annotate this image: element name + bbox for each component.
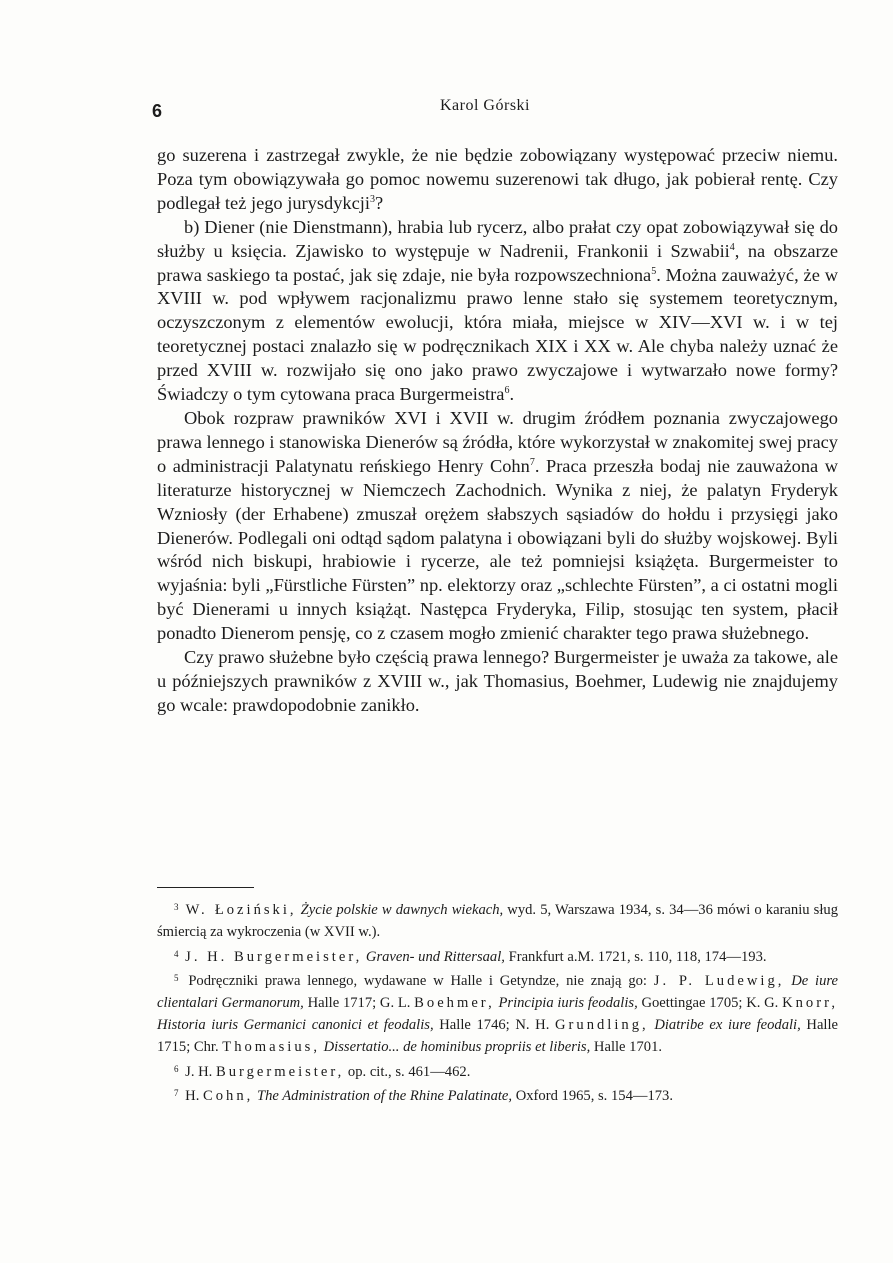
footnote-mark: 3 <box>174 902 179 912</box>
body-text <box>157 144 838 718</box>
paragraph-1-text: go suzerena i zastrzegał zwykle, że nie będzie zobowiązany występować przeciw niemu. Poza tym obowiązywała go pomoc nowemu suzerenowi tak długo, jak pobierał rentę. Czy podlegał też jego jurysdykcji <box>157 145 838 213</box>
footnote-intro: Podręczniki prawa lennego, wydawane w Halle i Getyndze, nie znają go: <box>188 973 647 990</box>
paragraph-2-text-d: . <box>509 384 515 405</box>
footnote-title: Życie polskie w dawnych wiekach, <box>300 902 504 918</box>
footnote-author: Knorr, <box>782 995 839 1012</box>
footnote-author: Thomasius, <box>222 1038 320 1055</box>
footnote-mark: 4 <box>174 948 179 959</box>
footnote-author: Boehmer, <box>414 995 495 1012</box>
footnote-title: The Administration of the Rhine Palatinate, <box>256 1088 513 1105</box>
paragraph-1-end: ? <box>374 192 384 213</box>
footnote-text: wyd. 5, Warszawa 1934, s. 34—36 mówi o karaniu sług śmiercią za wykroczenia (w XVII w.). <box>157 902 838 940</box>
footnote-3 <box>157 897 838 944</box>
paragraph-2-text-a: b) Diener (nie Dienstmann), hrabia lub rycerz, albo prałat czy opat zobowiązywał się do służby u księcia. Zjawisko to występuje w Nadrenii, Frankonii i Szwabii <box>157 216 838 261</box>
paragraph-4-text: Czy prawo służebne było częścią prawa lennego? Burgermeister je uważa za takowe, ale u późniejszych prawników z XVIII w., jak Thomasius, Boehmer, Ludewig nie znajdujemy go wcale: prawdopodobnie zanikło. <box>157 647 838 715</box>
footnote-initials: H. <box>185 1088 200 1105</box>
page-number: 6 <box>152 101 163 121</box>
running-title: Karol Górski <box>440 97 530 114</box>
paragraph-2-text-c: . Można zauważyć, że w XVIII w. pod wpływem racjonalizmu prawo lenne stało się systemem teoretycznym, oczyszczonym z elementów ewolucji, która miała, miejsce w XIV—XVI w. i w tej teoretycznej postaci znalazło się w podręcznikach XIX i XX w. Ale chyba należy uznać że przed XVIII w. rozwijało się ono jako prawo zwyczajowe i wytwarzało nowe formy? Świadczy o tym cytowana praca Burgermeistra <box>157 264 839 405</box>
footnote-title: Principia iuris feodalis, <box>498 995 638 1012</box>
footnote-author: Cohn, <box>203 1088 254 1105</box>
note-ref-7: 7 <box>529 456 535 468</box>
footnote-title: Diatribe ex iure feodali, <box>654 1016 801 1033</box>
footnote-title: De iure clientalari Germanorum, <box>157 973 838 1012</box>
footnote-text: Frankfurt a.M. 1721, s. 110, 118, 174—193. <box>508 948 767 965</box>
paragraph-2-text-b: , na obszarze prawa saskiego ta postać, jak się zdaje, nie była rozpowszechniona <box>157 240 838 285</box>
footnote-text: op. cit., s. 461—462. <box>347 1063 471 1080</box>
footnote-author: J. P. Ludewig, <box>653 973 785 990</box>
footnote-author: Grundling, <box>555 1016 649 1033</box>
note-ref-3: 3 <box>369 193 375 205</box>
footnote-text: Halle 1746; N. H. <box>439 1016 550 1033</box>
footnote-mark: 5 <box>174 973 179 984</box>
paragraph-2 <box>157 216 838 407</box>
footnote-initials: J. H. <box>185 1063 213 1080</box>
paragraph-4 <box>157 646 838 718</box>
footnote-text: Goettingae 1705; K. G. <box>641 995 779 1012</box>
footnote-6 <box>157 1059 838 1084</box>
footnote-title: Dissertatio... de hominibus propriis et liberis, <box>323 1038 591 1055</box>
paragraph-1 <box>157 144 838 216</box>
paragraph-3-text-a: Obok rozpraw prawników XVI i XVII w. drugim źródłem poznania zwyczajowego prawa lennego i stanowiska Dienerów są źródła, które wykorzystał w znakomitej swej pracy o administracji Palatynatu reńskiego Henry Cohn <box>157 407 838 476</box>
footnotes <box>157 897 838 1108</box>
footnote-mark: 6 <box>174 1063 179 1074</box>
note-ref-6: 6 <box>504 385 510 397</box>
note-ref-5: 5 <box>651 265 657 277</box>
footnote-7 <box>157 1083 838 1108</box>
footnote-text: Halle 1715; Chr. <box>157 1016 839 1055</box>
footnote-5 <box>157 968 838 1058</box>
footnote-title: Graven- und Rittersaal, <box>365 948 505 965</box>
footnote-title: Historia iuris Germanici canonici et feodalis, <box>157 1016 434 1033</box>
footnote-text: Oxford 1965, s. 154—173. <box>515 1088 674 1105</box>
footnote-text: Halle 1717; G. L. <box>307 995 411 1012</box>
paragraph-3 <box>157 407 838 646</box>
paragraph-3-text-b: . Praca przeszła bodaj nie zauważona w literaturze historycznej w Niemczech Zachodnich. Wynika z niej, że palatyn Fryderyk Wzniosły (der Erhabene) zmuszał orężem słabszych sąsiadów do hołdu i przysięgi jako Dienerów. Podlegali oni odtąd sądom palatyna i obowiązani byli do służby wojskowej. Byli wśród nich biskupi, hrabiowie i rycerze, ale też pomniejsi książęta. Burgermeister to wyjaśnia: byli „Fürstliche Fürsten” np. elektorzy oraz „schlechte Fürsten”, a ci ostatni mogli być Dienerami u innych książąt. Następca Fryderyka, Filip, stosując ten system, płacił ponadto Dienerom pensję, co z czasem mogło zmienić charakter tego prawa służebnego. <box>157 455 838 644</box>
footnote-author: W. Łoziński, <box>185 902 297 918</box>
footnote-author: Burgermeister, <box>215 1063 345 1080</box>
note-ref-4: 4 <box>729 241 735 253</box>
footnote-author: J. H. Burgermeister, <box>185 948 363 965</box>
footnote-rule <box>157 887 254 888</box>
footnote-text: Halle 1701. <box>593 1038 663 1055</box>
footnote-mark: 7 <box>174 1088 179 1099</box>
footnote-4 <box>157 944 838 969</box>
running-head <box>0 93 893 123</box>
